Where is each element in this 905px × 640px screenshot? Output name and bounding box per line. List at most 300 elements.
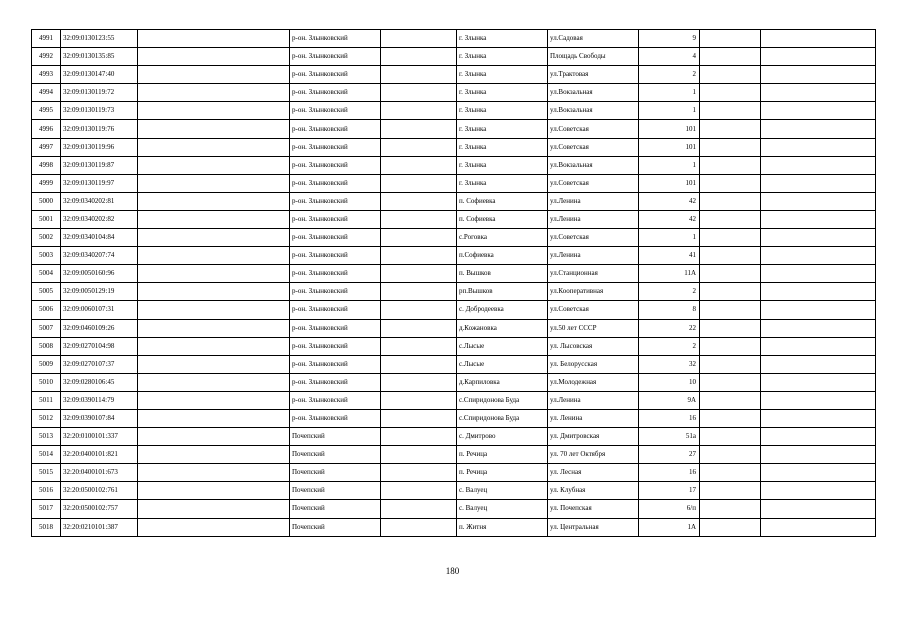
house-number-cell: 9 [639, 30, 700, 48]
house-number-cell: 101 [639, 120, 700, 138]
empty-cell [381, 337, 457, 355]
district-cell: р-он. Злынковский [290, 301, 381, 319]
empty-cell [761, 210, 876, 228]
locality-cell: п. Речица [457, 464, 548, 482]
district-cell: р-он. Злынковский [290, 138, 381, 156]
locality-cell: п. Житня [457, 518, 548, 536]
empty-cell [700, 120, 761, 138]
empty-cell [138, 30, 290, 48]
empty-cell [761, 283, 876, 301]
empty-cell [761, 500, 876, 518]
locality-cell: рп.Вышков [457, 283, 548, 301]
empty-cell [381, 500, 457, 518]
street-cell: ул.Вокзальная [548, 156, 639, 174]
table-row [32, 500, 876, 518]
empty-cell [138, 192, 290, 210]
empty-cell [761, 319, 876, 337]
row-number-cell: 5011 [32, 391, 61, 409]
cadastral-number-cell: 32:09:0340207:74 [61, 247, 138, 265]
empty-cell [381, 355, 457, 373]
empty-cell [761, 192, 876, 210]
table-row [32, 192, 876, 210]
district-cell: Почепский [290, 500, 381, 518]
house-number-cell: 1 [639, 84, 700, 102]
empty-cell [381, 247, 457, 265]
house-number-cell: 4 [639, 48, 700, 66]
empty-cell [761, 48, 876, 66]
house-number-cell: 42 [639, 192, 700, 210]
house-number-cell: 42 [639, 210, 700, 228]
empty-cell [138, 428, 290, 446]
cadastral-number-cell: 32:09:0390114:79 [61, 391, 138, 409]
table-row [32, 66, 876, 84]
cadastral-number-cell: 32:09:0390107:84 [61, 409, 138, 427]
table-row [32, 30, 876, 48]
locality-cell: п.Софиевка [457, 247, 548, 265]
locality-cell: с. Дмитрово [457, 428, 548, 446]
table-row [32, 247, 876, 265]
street-cell: ул.Советская [548, 301, 639, 319]
locality-cell: с.Лысые [457, 355, 548, 373]
locality-cell: с.Лысые [457, 337, 548, 355]
locality-cell: г. Злынка [457, 84, 548, 102]
empty-cell [381, 102, 457, 120]
table-row [32, 174, 876, 192]
district-cell: Почепский [290, 482, 381, 500]
cadastral-number-cell: 32:09:0050129:19 [61, 283, 138, 301]
empty-cell [381, 174, 457, 192]
empty-cell [381, 156, 457, 174]
row-number-cell: 4999 [32, 174, 61, 192]
empty-cell [381, 301, 457, 319]
empty-cell [381, 66, 457, 84]
empty-cell [138, 156, 290, 174]
house-number-cell: 11А [639, 265, 700, 283]
row-number-cell: 5016 [32, 482, 61, 500]
row-number-cell: 5013 [32, 428, 61, 446]
cadastral-number-cell: 32:09:0130123:55 [61, 30, 138, 48]
empty-cell [138, 301, 290, 319]
locality-cell: д.Кожановка [457, 319, 548, 337]
locality-cell: с.Спиридонова Буда [457, 391, 548, 409]
cadastral-number-cell: 32:09:0460109:26 [61, 319, 138, 337]
empty-cell [138, 518, 290, 536]
district-cell: р-он. Злынковский [290, 156, 381, 174]
empty-cell [700, 283, 761, 301]
locality-cell: с.Роговка [457, 229, 548, 247]
street-cell: ул.Садовая [548, 30, 639, 48]
row-number-cell: 5010 [32, 373, 61, 391]
district-cell: р-он. Злынковский [290, 120, 381, 138]
empty-cell [761, 409, 876, 427]
district-cell: р-он. Злынковский [290, 102, 381, 120]
locality-cell: с. Валуец [457, 482, 548, 500]
empty-cell [381, 319, 457, 337]
empty-cell [700, 174, 761, 192]
locality-cell: п. Софиевка [457, 192, 548, 210]
street-cell: ул. Клубная [548, 482, 639, 500]
empty-cell [138, 66, 290, 84]
empty-cell [700, 48, 761, 66]
locality-cell: с.Спиридонова Буда [457, 409, 548, 427]
cadastral-number-cell: 32:20:0500102:757 [61, 500, 138, 518]
street-cell: ул.Вокзальная [548, 84, 639, 102]
empty-cell [700, 138, 761, 156]
empty-cell [761, 464, 876, 482]
district-cell: р-он. Злынковский [290, 66, 381, 84]
row-number-cell: 5004 [32, 265, 61, 283]
street-cell: ул. Центральная [548, 518, 639, 536]
cadastral-number-cell: 32:09:0340104:84 [61, 229, 138, 247]
empty-cell [700, 265, 761, 283]
house-number-cell: 17 [639, 482, 700, 500]
house-number-cell: 22 [639, 319, 700, 337]
district-cell: Почепский [290, 428, 381, 446]
empty-cell [138, 120, 290, 138]
table-row [32, 229, 876, 247]
table-row [32, 409, 876, 427]
table-row [32, 138, 876, 156]
empty-cell [138, 102, 290, 120]
empty-cell [138, 84, 290, 102]
empty-cell [700, 482, 761, 500]
district-cell: Почепский [290, 518, 381, 536]
cadastral-number-cell: 32:09:0340202:81 [61, 192, 138, 210]
street-cell: ул.Советская [548, 120, 639, 138]
cadastral-number-cell: 32:09:0130119:72 [61, 84, 138, 102]
table-row [32, 482, 876, 500]
row-number-cell: 4998 [32, 156, 61, 174]
empty-cell [138, 247, 290, 265]
row-number-cell: 5005 [32, 283, 61, 301]
house-number-cell: 1 [639, 102, 700, 120]
district-cell: р-он. Злынковский [290, 210, 381, 228]
district-cell: р-он. Злынковский [290, 192, 381, 210]
street-cell: Площадь Свободы [548, 48, 639, 66]
empty-cell [761, 138, 876, 156]
table-row [32, 373, 876, 391]
empty-cell [381, 210, 457, 228]
row-number-cell: 4992 [32, 48, 61, 66]
district-cell: р-он. Злынковский [290, 174, 381, 192]
empty-cell [381, 409, 457, 427]
empty-cell [700, 30, 761, 48]
table-row [32, 446, 876, 464]
row-number-cell: 4996 [32, 120, 61, 138]
cadastral-number-cell: 32:09:0130119:87 [61, 156, 138, 174]
row-number-cell: 5015 [32, 464, 61, 482]
row-number-cell: 5000 [32, 192, 61, 210]
district-cell: р-он. Злынковский [290, 391, 381, 409]
house-number-cell: 41 [639, 247, 700, 265]
empty-cell [700, 229, 761, 247]
locality-cell: г. Злынка [457, 102, 548, 120]
empty-cell [700, 102, 761, 120]
locality-cell: г. Злынка [457, 156, 548, 174]
empty-cell [761, 428, 876, 446]
empty-cell [381, 518, 457, 536]
empty-cell [700, 66, 761, 84]
empty-cell [761, 301, 876, 319]
empty-cell [700, 355, 761, 373]
table-row [32, 518, 876, 536]
table-row [32, 210, 876, 228]
empty-cell [381, 192, 457, 210]
empty-cell [761, 66, 876, 84]
empty-cell [761, 337, 876, 355]
empty-cell [381, 120, 457, 138]
street-cell: ул. Ленина [548, 409, 639, 427]
empty-cell [381, 428, 457, 446]
empty-cell [138, 229, 290, 247]
row-number-cell: 5008 [32, 337, 61, 355]
empty-cell [381, 373, 457, 391]
district-cell: р-он. Злынковский [290, 229, 381, 247]
street-cell: ул.Ленина [548, 210, 639, 228]
empty-cell [761, 84, 876, 102]
row-number-cell: 4997 [32, 138, 61, 156]
empty-cell [138, 319, 290, 337]
empty-cell [138, 464, 290, 482]
empty-cell [381, 30, 457, 48]
cadastral-number-cell: 32:20:0500102:761 [61, 482, 138, 500]
locality-cell: д.Карпиловка [457, 373, 548, 391]
page-number: 180 [445, 566, 460, 576]
street-cell: ул. 70 лет Октября [548, 446, 639, 464]
house-number-cell: 101 [639, 138, 700, 156]
table-row [32, 283, 876, 301]
empty-cell [761, 373, 876, 391]
district-cell: р-он. Злынковский [290, 265, 381, 283]
row-number-cell: 5009 [32, 355, 61, 373]
cadastral-number-cell: 32:09:0130119:76 [61, 120, 138, 138]
street-cell: ул.Вокзальная [548, 102, 639, 120]
empty-cell [761, 355, 876, 373]
district-cell: р-он. Злынковский [290, 373, 381, 391]
district-cell: Почепский [290, 464, 381, 482]
locality-cell: г. Злынка [457, 30, 548, 48]
row-number-cell: 5001 [32, 210, 61, 228]
empty-cell [700, 391, 761, 409]
district-cell: р-он. Злынковский [290, 48, 381, 66]
table-row [32, 120, 876, 138]
street-cell: ул.Кооперативная [548, 283, 639, 301]
empty-cell [761, 247, 876, 265]
district-cell: р-он. Злынковский [290, 247, 381, 265]
district-cell: р-он. Злынковский [290, 337, 381, 355]
locality-cell: г. Злынка [457, 174, 548, 192]
cadastral-number-cell: 32:09:0340202:82 [61, 210, 138, 228]
empty-cell [761, 102, 876, 120]
house-number-cell: 1 [639, 156, 700, 174]
house-number-cell: 16 [639, 464, 700, 482]
locality-cell: г. Злынка [457, 48, 548, 66]
empty-cell [700, 428, 761, 446]
street-cell: ул.Советская [548, 174, 639, 192]
table-body [32, 30, 876, 537]
row-number-cell: 4991 [32, 30, 61, 48]
empty-cell [381, 446, 457, 464]
table-row [32, 301, 876, 319]
empty-cell [761, 120, 876, 138]
locality-cell: г. Злынка [457, 138, 548, 156]
empty-cell [138, 283, 290, 301]
cadastral-number-cell: 32:20:0400101:673 [61, 464, 138, 482]
empty-cell [381, 265, 457, 283]
empty-cell [138, 265, 290, 283]
empty-cell [381, 48, 457, 66]
house-number-cell: 27 [639, 446, 700, 464]
empty-cell [761, 518, 876, 536]
row-number-cell: 4994 [32, 84, 61, 102]
row-number-cell: 5017 [32, 500, 61, 518]
empty-cell [761, 446, 876, 464]
table-row [32, 156, 876, 174]
row-number-cell: 5018 [32, 518, 61, 536]
empty-cell [700, 156, 761, 174]
empty-cell [761, 30, 876, 48]
empty-cell [138, 446, 290, 464]
empty-cell [700, 500, 761, 518]
row-number-cell: 5003 [32, 247, 61, 265]
empty-cell [700, 210, 761, 228]
cadastral-number-cell: 32:09:0050160:96 [61, 265, 138, 283]
street-cell: ул. Почепская [548, 500, 639, 518]
street-cell: ул. Дмитровская [548, 428, 639, 446]
street-cell: ул.Советская [548, 138, 639, 156]
district-cell: Почепский [290, 446, 381, 464]
district-cell: р-он. Злынковский [290, 355, 381, 373]
cadastral-number-cell: 32:09:0130147:40 [61, 66, 138, 84]
house-number-cell: 1 [639, 229, 700, 247]
house-number-cell: 2 [639, 283, 700, 301]
street-cell: ул. Лесная [548, 464, 639, 482]
street-cell: ул. Лысовская [548, 337, 639, 355]
street-cell: ул.Ленина [548, 391, 639, 409]
cadastral-number-cell: 32:09:0060107:31 [61, 301, 138, 319]
house-number-cell: 32 [639, 355, 700, 373]
empty-cell [761, 482, 876, 500]
table-row [32, 48, 876, 66]
house-number-cell: 8 [639, 301, 700, 319]
district-cell: р-он. Злынковский [290, 84, 381, 102]
locality-cell: г. Злынка [457, 66, 548, 84]
empty-cell [700, 373, 761, 391]
house-number-cell: 1А [639, 518, 700, 536]
registry-table [31, 29, 876, 537]
row-number-cell: 5014 [32, 446, 61, 464]
empty-cell [138, 409, 290, 427]
house-number-cell: 2 [639, 66, 700, 84]
district-cell: р-он. Злынковский [290, 30, 381, 48]
empty-cell [700, 409, 761, 427]
empty-cell [700, 84, 761, 102]
cadastral-number-cell: 32:09:0270104:98 [61, 337, 138, 355]
street-cell: ул.Станционная [548, 265, 639, 283]
row-number-cell: 4995 [32, 102, 61, 120]
empty-cell [700, 518, 761, 536]
table-row [32, 319, 876, 337]
table-row [32, 84, 876, 102]
empty-cell [138, 355, 290, 373]
district-cell: р-он. Злынковский [290, 283, 381, 301]
locality-cell: с. Добродеевка [457, 301, 548, 319]
row-number-cell: 5012 [32, 409, 61, 427]
empty-cell [138, 48, 290, 66]
empty-cell [700, 319, 761, 337]
cadastral-number-cell: 32:09:0280106:45 [61, 373, 138, 391]
empty-cell [761, 265, 876, 283]
cadastral-number-cell: 32:09:0270107:37 [61, 355, 138, 373]
cadastral-number-cell: 32:09:0130135:85 [61, 48, 138, 66]
street-cell: ул.50 лет СССР [548, 319, 639, 337]
table-row [32, 337, 876, 355]
empty-cell [138, 482, 290, 500]
table-row [32, 428, 876, 446]
district-cell: р-он. Злынковский [290, 319, 381, 337]
street-cell: ул.Трактовая [548, 66, 639, 84]
table-row [32, 102, 876, 120]
empty-cell [381, 464, 457, 482]
cadastral-number-cell: 32:20:0400101:821 [61, 446, 138, 464]
empty-cell [700, 446, 761, 464]
empty-cell [761, 156, 876, 174]
empty-cell [381, 391, 457, 409]
empty-cell [138, 337, 290, 355]
street-cell: ул.Советская [548, 229, 639, 247]
empty-cell [700, 464, 761, 482]
table-row [32, 355, 876, 373]
empty-cell [138, 138, 290, 156]
street-cell: ул.Ленина [548, 247, 639, 265]
empty-cell [761, 174, 876, 192]
house-number-cell: 9А [639, 391, 700, 409]
empty-cell [700, 337, 761, 355]
empty-cell [138, 500, 290, 518]
empty-cell [138, 391, 290, 409]
house-number-cell: 16 [639, 409, 700, 427]
empty-cell [138, 210, 290, 228]
locality-cell: п. Вышков [457, 265, 548, 283]
street-cell: ул.Молодежная [548, 373, 639, 391]
empty-cell [381, 283, 457, 301]
street-cell: ул.Ленина [548, 192, 639, 210]
row-number-cell: 5006 [32, 301, 61, 319]
row-number-cell: 5002 [32, 229, 61, 247]
table-row [32, 464, 876, 482]
empty-cell [381, 138, 457, 156]
house-number-cell: 6/п [639, 500, 700, 518]
empty-cell [138, 373, 290, 391]
cadastral-number-cell: 32:09:0130119:73 [61, 102, 138, 120]
table-row [32, 391, 876, 409]
locality-cell: п. Речица [457, 446, 548, 464]
empty-cell [700, 301, 761, 319]
house-number-cell: 10 [639, 373, 700, 391]
house-number-cell: 101 [639, 174, 700, 192]
cadastral-number-cell: 32:09:0130119:96 [61, 138, 138, 156]
street-cell: ул. Белорусская [548, 355, 639, 373]
cadastral-number-cell: 32:20:0100101:337 [61, 428, 138, 446]
locality-cell: п. Софиевка [457, 210, 548, 228]
house-number-cell: 51а [639, 428, 700, 446]
table-row [32, 265, 876, 283]
house-number-cell: 2 [639, 337, 700, 355]
locality-cell: г. Злынка [457, 120, 548, 138]
empty-cell [700, 247, 761, 265]
row-number-cell: 4993 [32, 66, 61, 84]
empty-cell [138, 174, 290, 192]
